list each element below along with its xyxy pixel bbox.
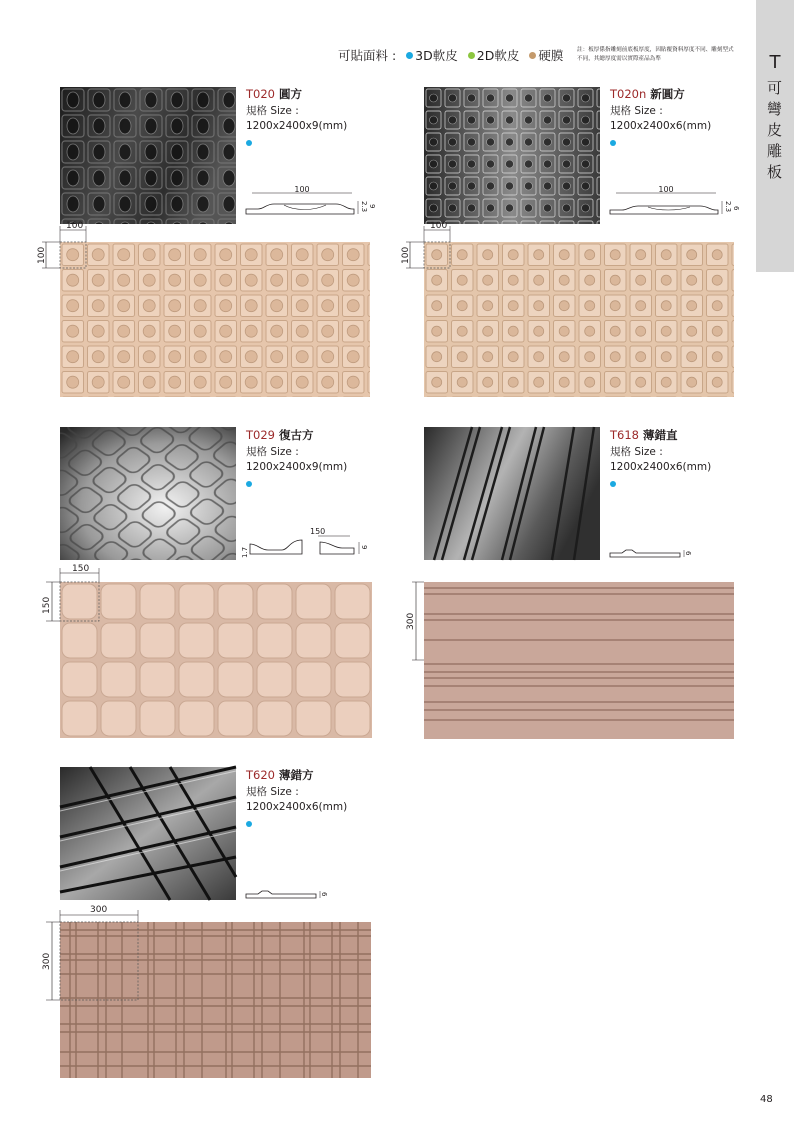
legend-3d: 3D軟皮 xyxy=(415,48,458,63)
legend-2d: 2D軟皮 xyxy=(476,48,520,63)
t620-title xyxy=(246,767,313,783)
thickness-note: 註：板厚係指雕刻前底板厚度，因貼覆資料厚度不同、雕刻型式不同，其總厚度需以實際產品為準 xyxy=(577,47,734,62)
t020-swatch xyxy=(30,222,376,404)
t620-name: 薄錯方 xyxy=(278,768,314,782)
t020-title xyxy=(246,86,302,102)
t029-size: 1200x2400x9(mm) xyxy=(246,461,348,473)
t020n-swatch xyxy=(394,222,740,404)
t020-size: 1200x2400x9(mm) xyxy=(246,120,348,132)
t029-depth-b: 9 xyxy=(360,545,368,550)
t620-code: T620 xyxy=(246,768,275,782)
t620-size: 1200x2400x6(mm) xyxy=(246,801,348,813)
t620-tile-width-label: 300 xyxy=(90,905,108,915)
t618-size: 1200x2400x6(mm) xyxy=(610,461,712,473)
t620-3d-dot-icon xyxy=(246,821,252,827)
legend-dot-3d-icon xyxy=(406,52,413,59)
t020-depth-b: 9 xyxy=(368,204,376,209)
t618-photo xyxy=(424,427,600,560)
t620-size-label: 規格 Size : xyxy=(246,786,299,798)
t620-depth: 6 xyxy=(320,892,328,897)
t029-photo xyxy=(60,427,236,560)
side-tab-title: 可 彎 皮 雕 板 xyxy=(766,79,783,181)
t029-depth-a: 1.7 xyxy=(241,546,249,558)
t020-name: 圓方 xyxy=(278,87,302,101)
t029-size-label: 規格 Size : xyxy=(246,446,299,458)
t620-swatch xyxy=(30,902,376,1086)
t020-tile-height-label: 100 xyxy=(37,246,47,264)
t029-tile-width-label: 150 xyxy=(72,564,90,574)
t020-size-label: 規格 Size : xyxy=(246,105,299,117)
t029-profile-width: 150 xyxy=(310,527,326,536)
t029-title xyxy=(246,427,313,443)
t618-tile-height-label: 300 xyxy=(406,612,416,630)
t020n-photo xyxy=(424,87,600,224)
page-number: 48 xyxy=(760,1094,773,1105)
legend-dot-film-icon xyxy=(529,52,536,59)
t020-profile-width: 100 xyxy=(294,185,310,194)
legend-film: 硬膜 xyxy=(538,48,564,63)
t020-photo xyxy=(60,87,236,224)
t020n-profile-width: 100 xyxy=(658,185,674,194)
t020n-name: 新圓方 xyxy=(650,87,685,101)
t620-photo xyxy=(60,767,236,900)
t020n-tile-width-label: 100 xyxy=(430,221,448,231)
legend-label: 可貼面料 : xyxy=(338,48,397,63)
t618-depth: 6 xyxy=(684,551,692,556)
t020n-code: T020n xyxy=(610,87,647,101)
t618-size-label: 規格 Size : xyxy=(610,446,663,458)
t029-profile-diagram xyxy=(238,524,376,566)
t029-tile-height-label: 150 xyxy=(42,596,52,614)
t618-swatch xyxy=(400,578,740,746)
t020n-size-label: 規格 Size : xyxy=(610,105,663,117)
t029-swatch xyxy=(30,562,376,746)
t029-code: T029 xyxy=(246,428,275,442)
t020n-tile-height-label: 100 xyxy=(401,246,411,264)
t020n-3d-dot-icon xyxy=(610,140,616,146)
t020-code: T020 xyxy=(246,87,275,101)
t020-3d-dot-icon xyxy=(246,140,252,146)
t029-name: 復古方 xyxy=(278,428,314,442)
t020-tile-width-label: 100 xyxy=(66,221,84,231)
t020-depth-a: 2.3 xyxy=(360,201,368,213)
t020n-title xyxy=(610,86,685,102)
t020-profile-diagram xyxy=(244,183,374,223)
side-tab-letter: T xyxy=(769,52,781,73)
material-legend xyxy=(338,46,563,64)
t620-tile-height-label: 300 xyxy=(42,952,52,970)
t020n-depth-a: 2.3 xyxy=(724,201,732,213)
t020n-depth-b: 6 xyxy=(732,206,740,211)
t020n-size: 1200x2400x6(mm) xyxy=(610,120,712,132)
t618-title xyxy=(610,427,677,443)
t029-3d-dot-icon xyxy=(246,481,252,487)
t618-code: T618 xyxy=(610,428,639,442)
t618-name: 薄錯直 xyxy=(642,428,678,442)
t020n-profile-diagram xyxy=(608,183,738,223)
t618-3d-dot-icon xyxy=(610,481,616,487)
legend-dot-2d-icon xyxy=(468,52,475,59)
t618-profile-diagram xyxy=(608,544,698,566)
